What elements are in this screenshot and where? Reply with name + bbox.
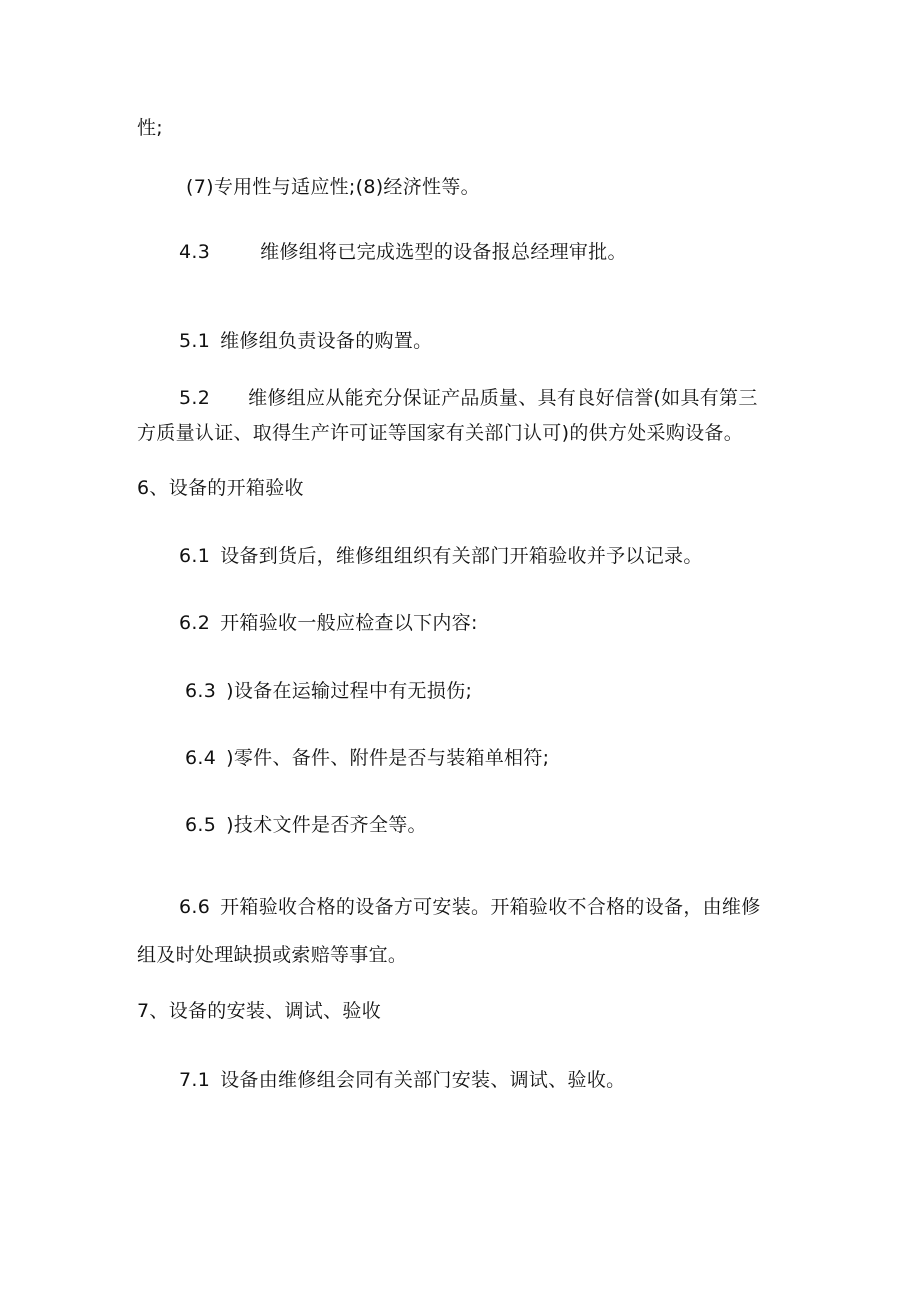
item-number: 6.5 <box>185 814 217 836</box>
item-text: 维修组应从能充分保证产品质量、具有良好信誉(如具有第三 <box>248 387 758 409</box>
numbered-item <box>179 611 478 635</box>
item-number: 6.1 <box>179 545 211 567</box>
text-line <box>137 421 743 445</box>
heading-text: 6、设备的开箱验收 <box>137 477 304 499</box>
item-text: 开箱验收合格的设备方可安装。开箱验收不合格的设备，由维修 <box>220 896 761 918</box>
numbered-item <box>185 679 472 703</box>
text-line <box>137 943 407 967</box>
item-text: )零件、备件、附件是否与装箱单相符; <box>226 747 550 769</box>
numbered-item <box>179 544 703 568</box>
numbered-item <box>179 1068 625 1092</box>
numbered-item <box>185 746 549 770</box>
item-number: 6.4 <box>185 747 217 769</box>
item-number: 6.2 <box>179 612 211 634</box>
item-text: 维修组负责设备的购置。 <box>220 330 433 352</box>
numbered-item <box>185 813 427 837</box>
text-line <box>137 116 163 140</box>
item-text: 维修组将已完成选型的设备报总经理审批。 <box>260 241 627 263</box>
numbered-item <box>179 329 432 353</box>
heading-text: 7、设备的安装、调试、验收 <box>137 1000 381 1022</box>
text-line <box>186 175 480 199</box>
line-text: 方质量认证、取得生产许可证等国家有关部门认可)的供方处采购设备。 <box>137 422 744 444</box>
item-text: 设备到货后，维修组组织有关部门开箱验收并予以记录。 <box>220 545 703 567</box>
section-heading <box>137 999 381 1023</box>
item-number: 6.6 <box>179 896 211 918</box>
item-number: 5.2 <box>179 387 211 409</box>
item-number: 4.3 <box>179 241 211 263</box>
line-text: 组及时处理缺损或索赔等事宜。 <box>137 944 408 966</box>
line-text: (7)专用性与适应性;(8)经济性等。 <box>186 176 480 198</box>
item-number: 6.3 <box>185 680 217 702</box>
item-text: 设备由维修组会同有关部门安装、调试、验收。 <box>220 1069 626 1091</box>
item-number: 5.1 <box>179 330 211 352</box>
item-text: 开箱验收一般应检查以下内容: <box>220 612 478 634</box>
numbered-item <box>179 895 761 919</box>
item-text: )技术文件是否齐全等。 <box>226 814 427 836</box>
line-text: 性; <box>137 117 164 139</box>
item-number: 7.1 <box>179 1069 211 1091</box>
item-text: )设备在运输过程中有无损伤; <box>226 680 473 702</box>
numbered-item <box>179 386 758 410</box>
section-heading <box>137 476 304 500</box>
numbered-item <box>179 240 627 264</box>
